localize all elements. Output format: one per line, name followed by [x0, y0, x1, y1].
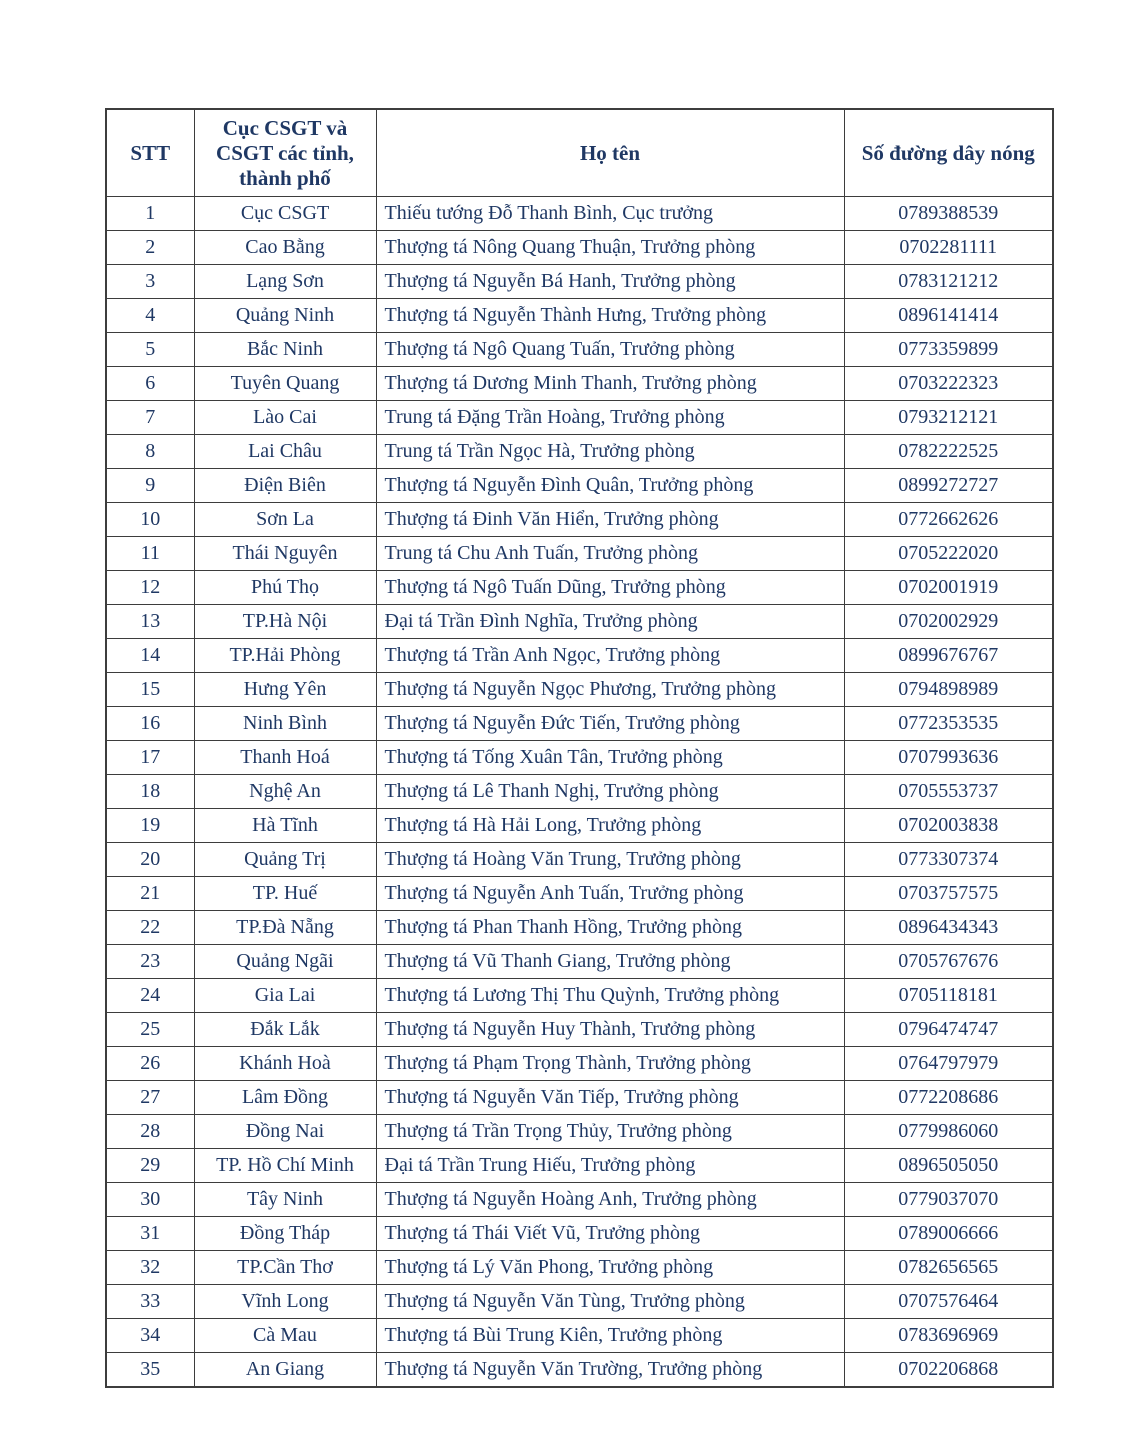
cell-stt: 21	[106, 877, 194, 911]
cell-name: Thượng tá Nguyễn Thành Hưng, Trưởng phòng	[376, 299, 844, 333]
table-row	[106, 1217, 1053, 1251]
cell-phone: 0896434343	[844, 911, 1053, 945]
cell-name: Đại tá Trần Trung Hiếu, Trưởng phòng	[376, 1149, 844, 1183]
table-row	[106, 1251, 1053, 1285]
cell-unit: Vĩnh Long	[194, 1285, 376, 1319]
table-row	[106, 299, 1053, 333]
cell-unit: Lâm Đồng	[194, 1081, 376, 1115]
cell-phone: 0773359899	[844, 333, 1053, 367]
cell-stt: 14	[106, 639, 194, 673]
cell-phone: 0782222525	[844, 435, 1053, 469]
cell-unit: Ninh Bình	[194, 707, 376, 741]
cell-name: Thượng tá Đinh Văn Hiển, Trưởng phòng	[376, 503, 844, 537]
cell-phone: 0703757575	[844, 877, 1053, 911]
table-row	[106, 979, 1053, 1013]
table-row	[106, 843, 1053, 877]
cell-stt: 1	[106, 197, 194, 231]
cell-unit: Khánh Hoà	[194, 1047, 376, 1081]
column-header-stt: STT	[106, 109, 194, 197]
table-row	[106, 503, 1053, 537]
cell-unit: TP.Đà Nẵng	[194, 911, 376, 945]
cell-name: Thượng tá Phan Thanh Hồng, Trưởng phòng	[376, 911, 844, 945]
table-row	[106, 401, 1053, 435]
cell-unit: An Giang	[194, 1353, 376, 1387]
cell-unit: Tuyên Quang	[194, 367, 376, 401]
cell-stt: 8	[106, 435, 194, 469]
cell-name: Thượng tá Ngô Tuấn Dũng, Trưởng phòng	[376, 571, 844, 605]
cell-unit: Nghệ An	[194, 775, 376, 809]
cell-stt: 3	[106, 265, 194, 299]
table-row	[106, 1115, 1053, 1149]
cell-name: Thượng tá Nguyễn Huy Thành, Trưởng phòng	[376, 1013, 844, 1047]
cell-phone: 0783696969	[844, 1319, 1053, 1353]
cell-name: Thiếu tướng Đỗ Thanh Bình, Cục trưởng	[376, 197, 844, 231]
table-row	[106, 1319, 1053, 1353]
cell-phone: 0703222323	[844, 367, 1053, 401]
cell-unit: Lào Cai	[194, 401, 376, 435]
cell-phone: 0772662626	[844, 503, 1053, 537]
cell-phone: 0772353535	[844, 707, 1053, 741]
cell-stt: 9	[106, 469, 194, 503]
header-row	[106, 109, 1053, 197]
cell-unit: Thanh Hoá	[194, 741, 376, 775]
cell-stt: 32	[106, 1251, 194, 1285]
table-body	[106, 197, 1053, 1387]
cell-name: Thượng tá Nguyễn Đình Quân, Trưởng phòng	[376, 469, 844, 503]
table-row	[106, 231, 1053, 265]
cell-stt: 11	[106, 537, 194, 571]
cell-stt: 34	[106, 1319, 194, 1353]
cell-unit: Điện Biên	[194, 469, 376, 503]
column-header-unit: Cục CSGT và CSGT các tỉnh, thành phố	[194, 109, 376, 197]
cell-name: Thượng tá Nguyễn Văn Tiếp, Trưởng phòng	[376, 1081, 844, 1115]
cell-phone: 0779037070	[844, 1183, 1053, 1217]
cell-name: Thượng tá Trần Trọng Thủy, Trưởng phòng	[376, 1115, 844, 1149]
cell-unit: Phú Thọ	[194, 571, 376, 605]
table-header	[106, 109, 1053, 197]
cell-stt: 4	[106, 299, 194, 333]
cell-stt: 35	[106, 1353, 194, 1387]
cell-stt: 28	[106, 1115, 194, 1149]
cell-stt: 25	[106, 1013, 194, 1047]
cell-phone: 0702281111	[844, 231, 1053, 265]
cell-unit: Quảng Trị	[194, 843, 376, 877]
cell-stt: 20	[106, 843, 194, 877]
table-row	[106, 605, 1053, 639]
table-row	[106, 639, 1053, 673]
table-row	[106, 1081, 1053, 1115]
cell-name: Thượng tá Nguyễn Bá Hanh, Trưởng phòng	[376, 265, 844, 299]
cell-phone: 0702003838	[844, 809, 1053, 843]
table-row	[106, 367, 1053, 401]
cell-phone: 0707576464	[844, 1285, 1053, 1319]
cell-stt: 31	[106, 1217, 194, 1251]
table-row	[106, 945, 1053, 979]
cell-unit: TP.Hải Phòng	[194, 639, 376, 673]
cell-phone: 0783121212	[844, 265, 1053, 299]
table-row	[106, 537, 1053, 571]
cell-stt: 23	[106, 945, 194, 979]
cell-unit: Quảng Ngãi	[194, 945, 376, 979]
cell-name: Thượng tá Hoàng Văn Trung, Trưởng phòng	[376, 843, 844, 877]
cell-phone: 0702001919	[844, 571, 1053, 605]
hotline-table	[105, 108, 1054, 1388]
table-row	[106, 809, 1053, 843]
cell-unit: Hưng Yên	[194, 673, 376, 707]
cell-phone: 0705118181	[844, 979, 1053, 1013]
cell-phone: 0773307374	[844, 843, 1053, 877]
cell-stt: 2	[106, 231, 194, 265]
cell-name: Thượng tá Nguyễn Anh Tuấn, Trưởng phòng	[376, 877, 844, 911]
table-row	[106, 469, 1053, 503]
table-row	[106, 877, 1053, 911]
cell-stt: 30	[106, 1183, 194, 1217]
cell-unit: Lai Châu	[194, 435, 376, 469]
cell-phone: 0789388539	[844, 197, 1053, 231]
cell-phone: 0793212121	[844, 401, 1053, 435]
table-row	[106, 673, 1053, 707]
cell-phone: 0705222020	[844, 537, 1053, 571]
cell-unit: Cà Mau	[194, 1319, 376, 1353]
table-row	[106, 435, 1053, 469]
cell-stt: 27	[106, 1081, 194, 1115]
cell-phone: 0705553737	[844, 775, 1053, 809]
cell-name: Thượng tá Tống Xuân Tân, Trưởng phòng	[376, 741, 844, 775]
cell-phone: 0764797979	[844, 1047, 1053, 1081]
column-header-phone: Số đường dây nóng	[844, 109, 1053, 197]
cell-phone: 0702206868	[844, 1353, 1053, 1387]
cell-phone: 0789006666	[844, 1217, 1053, 1251]
cell-stt: 29	[106, 1149, 194, 1183]
cell-stt: 10	[106, 503, 194, 537]
table-row	[106, 775, 1053, 809]
cell-unit: Cao Bằng	[194, 231, 376, 265]
cell-stt: 17	[106, 741, 194, 775]
cell-name: Thượng tá Nguyễn Hoàng Anh, Trưởng phòng	[376, 1183, 844, 1217]
column-header-name: Họ tên	[376, 109, 844, 197]
cell-name: Thượng tá Lương Thị Thu Quỳnh, Trưởng phòng	[376, 979, 844, 1013]
table-row	[106, 265, 1053, 299]
cell-unit: Bắc Ninh	[194, 333, 376, 367]
cell-phone: 0705767676	[844, 945, 1053, 979]
cell-unit: Thái Nguyên	[194, 537, 376, 571]
cell-stt: 26	[106, 1047, 194, 1081]
cell-phone: 0707993636	[844, 741, 1053, 775]
cell-name: Thượng tá Nông Quang Thuận, Trưởng phòng	[376, 231, 844, 265]
cell-stt: 15	[106, 673, 194, 707]
cell-unit: TP. Hồ Chí Minh	[194, 1149, 376, 1183]
cell-stt: 6	[106, 367, 194, 401]
cell-name: Thượng tá Vũ Thanh Giang, Trưởng phòng	[376, 945, 844, 979]
table-row	[106, 741, 1053, 775]
cell-name: Thượng tá Nguyễn Văn Trường, Trưởng phòng	[376, 1353, 844, 1387]
cell-unit: Cục CSGT	[194, 197, 376, 231]
table-row	[106, 1285, 1053, 1319]
table-row	[106, 707, 1053, 741]
cell-stt: 19	[106, 809, 194, 843]
cell-unit: Đắk Lắk	[194, 1013, 376, 1047]
table-row	[106, 911, 1053, 945]
table-row	[106, 1149, 1053, 1183]
cell-stt: 16	[106, 707, 194, 741]
cell-name: Thượng tá Lý Văn Phong, Trưởng phòng	[376, 1251, 844, 1285]
cell-unit: TP. Huế	[194, 877, 376, 911]
cell-name: Thượng tá Nguyễn Đức Tiến, Trưởng phòng	[376, 707, 844, 741]
cell-unit: Đồng Tháp	[194, 1217, 376, 1251]
table-row	[106, 571, 1053, 605]
cell-name: Trung tá Đặng Trần Hoàng, Trưởng phòng	[376, 401, 844, 435]
cell-name: Thượng tá Phạm Trọng Thành, Trưởng phòng	[376, 1047, 844, 1081]
cell-name: Thượng tá Bùi Trung Kiên, Trưởng phòng	[376, 1319, 844, 1353]
cell-name: Thượng tá Ngô Quang Tuấn, Trưởng phòng	[376, 333, 844, 367]
cell-phone: 0779986060	[844, 1115, 1053, 1149]
table-row	[106, 197, 1053, 231]
cell-stt: 13	[106, 605, 194, 639]
cell-name: Trung tá Trần Ngọc Hà, Trưởng phòng	[376, 435, 844, 469]
cell-unit: Sơn La	[194, 503, 376, 537]
table-row	[106, 1353, 1053, 1387]
cell-phone: 0899676767	[844, 639, 1053, 673]
cell-unit: Gia Lai	[194, 979, 376, 1013]
cell-unit: Đồng Nai	[194, 1115, 376, 1149]
cell-stt: 33	[106, 1285, 194, 1319]
cell-name: Thượng tá Nguyễn Văn Tùng, Trưởng phòng	[376, 1285, 844, 1319]
cell-phone: 0896505050	[844, 1149, 1053, 1183]
cell-name: Thượng tá Thái Viết Vũ, Trưởng phòng	[376, 1217, 844, 1251]
cell-unit: Lạng Sơn	[194, 265, 376, 299]
cell-stt: 18	[106, 775, 194, 809]
cell-stt: 12	[106, 571, 194, 605]
cell-stt: 7	[106, 401, 194, 435]
cell-phone: 0702002929	[844, 605, 1053, 639]
cell-unit: Tây Ninh	[194, 1183, 376, 1217]
cell-name: Thượng tá Dương Minh Thanh, Trưởng phòng	[376, 367, 844, 401]
table-row	[106, 1183, 1053, 1217]
cell-unit: Quảng Ninh	[194, 299, 376, 333]
table-row	[106, 1047, 1053, 1081]
cell-name: Đại tá Trần Đình Nghĩa, Trưởng phòng	[376, 605, 844, 639]
cell-unit: TP.Cần Thơ	[194, 1251, 376, 1285]
cell-stt: 22	[106, 911, 194, 945]
cell-phone: 0794898989	[844, 673, 1053, 707]
cell-stt: 5	[106, 333, 194, 367]
cell-phone: 0796474747	[844, 1013, 1053, 1047]
table-row	[106, 333, 1053, 367]
cell-name: Thượng tá Trần Anh Ngọc, Trưởng phòng	[376, 639, 844, 673]
cell-name: Thượng tá Hà Hải Long, Trưởng phòng	[376, 809, 844, 843]
table-row	[106, 1013, 1053, 1047]
cell-phone: 0896141414	[844, 299, 1053, 333]
cell-phone: 0772208686	[844, 1081, 1053, 1115]
cell-stt: 24	[106, 979, 194, 1013]
cell-phone: 0782656565	[844, 1251, 1053, 1285]
cell-unit: TP.Hà Nội	[194, 605, 376, 639]
cell-name: Thượng tá Nguyễn Ngọc Phương, Trưởng phòng	[376, 673, 844, 707]
cell-name: Trung tá Chu Anh Tuấn, Trưởng phòng	[376, 537, 844, 571]
cell-name: Thượng tá Lê Thanh Nghị, Trưởng phòng	[376, 775, 844, 809]
cell-phone: 0899272727	[844, 469, 1053, 503]
cell-unit: Hà Tĩnh	[194, 809, 376, 843]
